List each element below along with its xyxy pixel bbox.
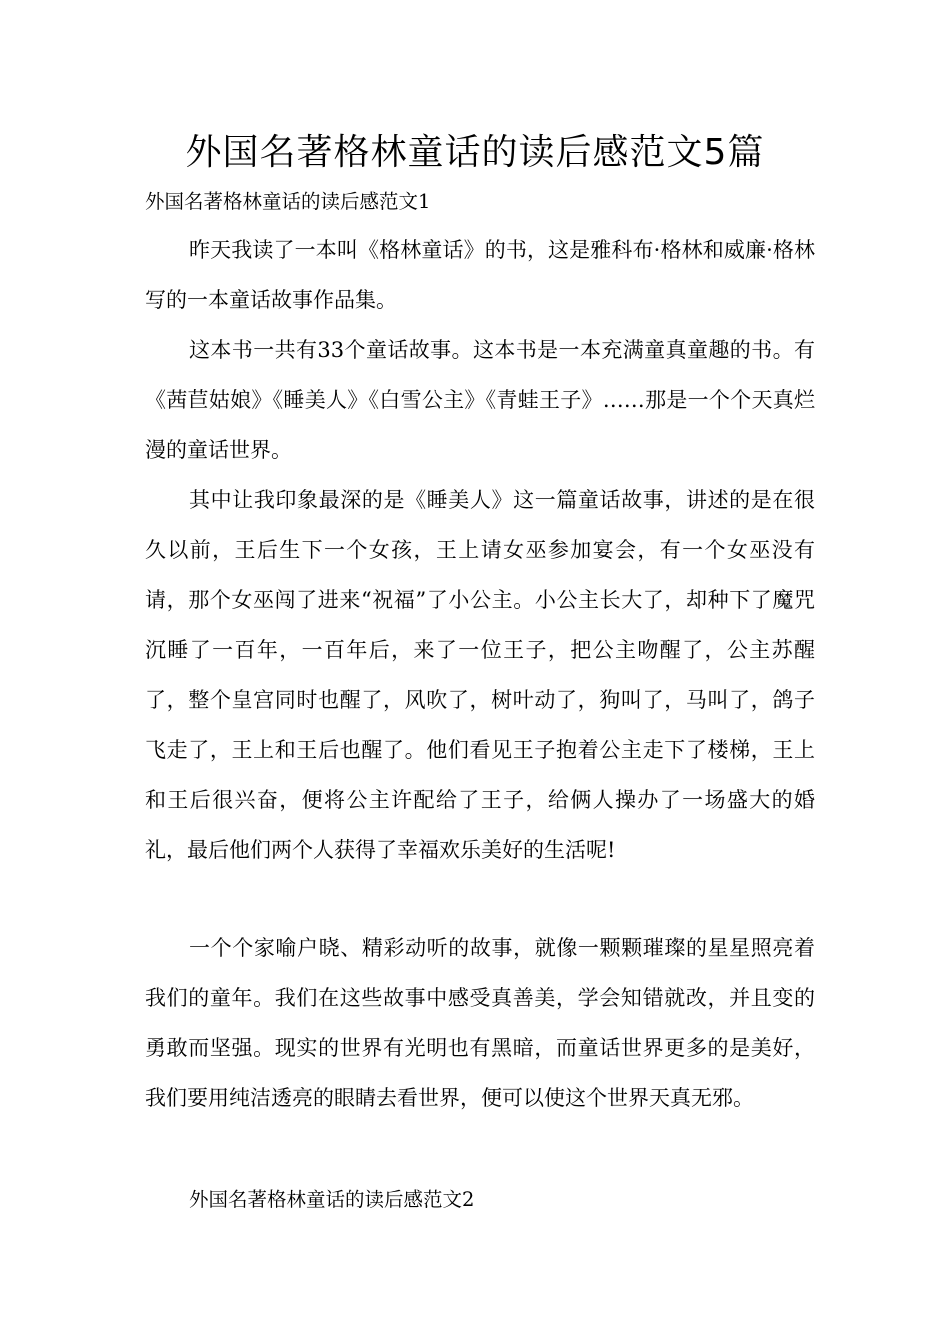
paragraph-2: 这本书一共有33个童话故事。这本书是一本充满童真童趣的书。有《茜苣姑娘》《睡美人》《白雪公主》《青蛙王子》……那是一个个天真烂漫的童话世界。	[145, 338, 815, 462]
section-heading-1: 外国名著格林童话的读后感范文1	[145, 190, 431, 213]
paragraph-4: 一个个家喻户晓、精彩动听的故事，就像一颗颗璀璨的星星照亮着我们的童年。我们在这些故事中感受真善美，学会知错就改，并且变的勇敢而坚强。现实的世界有光明也有黑暗，而童话世界更多的是美好，我们要用纯洁透亮的眼睛去看世界，便可以使这个世界天真无邪。	[145, 936, 815, 1110]
paragraph-1: 昨天我读了一本叫《格林童话》的书，这是雅科布·格林和威廉·格林写的一本童话故事作品集。	[145, 238, 815, 312]
paragraph-3: 其中让我印象最深的是《睡美人》这一篇童话故事，讲述的是在很久以前，王后生下一个女孩，王上请女巫参加宴会，有一个女巫没有请，那个女巫闯了进来“祝福”了小公主。小公主长大了，却种下了魔咒沉睡了一百年，一百年后，来了一位王子，把公主吻醒了，公主苏醒了，整个皇宫同时也醒了，风吹了，树叶动了，狗叫了，马叫了，鸽子飞走了，王上和王后也醒了。他们看见王子抱着公主走下了楼梯，王上和王后很兴奋，便将公主许配给了王子，给俩人操办了一场盛大的婚礼，最后他们两个人获得了幸福欢乐美好的生活呢!	[145, 488, 815, 862]
page-title: 外国名著格林童话的读后感范文5篇	[185, 132, 765, 173]
section-heading-2: 外国名著格林童话的读后感范文2	[189, 1188, 475, 1211]
